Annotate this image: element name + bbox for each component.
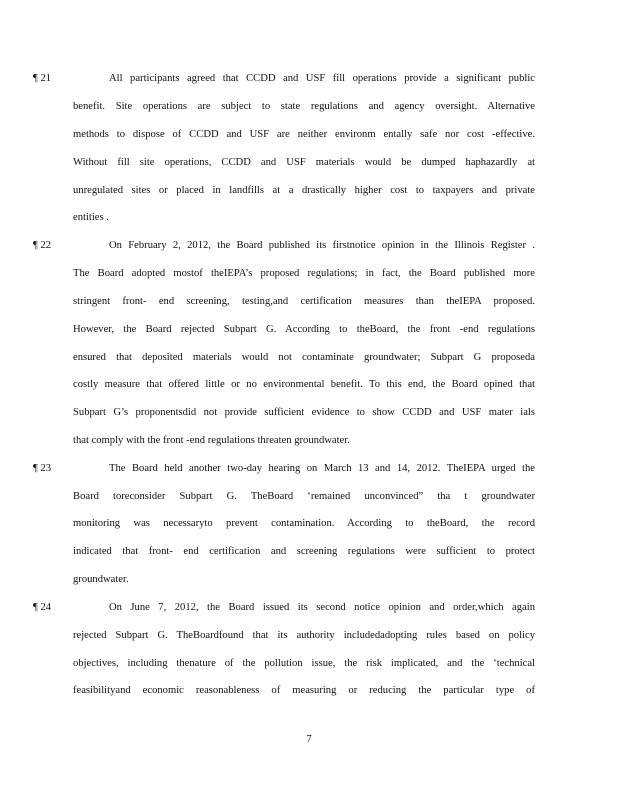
- page-number: 7: [306, 734, 312, 745]
- paragraph-number-21: ¶ 21: [33, 73, 52, 84]
- paragraph-23-line-4: indicated that front- end certification and screening regulations were sufficient to protect: [73, 546, 535, 557]
- paragraph-22-line-7: Subpart G’s proponentsdid not provide sufficient evidence to show CCDD and USF mater ials: [73, 407, 535, 418]
- paragraph-24-line-2: rejected Subpart G. TheBoardfound that its authority includedadopting rules based on policy: [73, 630, 535, 641]
- paragraph-24-line-4: feasibilityand economic reasonableness of measuring or reducing the particular type of: [73, 685, 535, 696]
- paragraph-22-line-4: However, the Board rejected Subpart G. According to theBoard, the front -end regulations: [73, 324, 535, 335]
- paragraph-number-24: ¶ 24: [33, 602, 52, 613]
- paragraph-22-line-5: ensured that deposited materials would not contaminate groundwater; Subpart G proposeda: [73, 352, 535, 363]
- paragraph-21-line-5: unregulated sites or placed in landfills at a drastically higher cost to taxpayers and private: [73, 185, 535, 196]
- paragraph-21-line-3: methods to dispose of CCDD and USF are neither environm entally safe nor cost -effective.: [73, 129, 535, 140]
- paragraph-24-line-1: On June 7, 2012, the Board issued its second notice opinion and order,which again: [109, 602, 535, 613]
- paragraph-23-line-3: monitoring was necessaryto prevent contamination. According to theBoard, the record: [73, 518, 535, 529]
- paragraph-21-line-4: Without fill site operations, CCDD and USF materials would be dumped haphazardly at: [73, 157, 535, 168]
- paragraph-21-line-2: benefit. Site operations are subject to state regulations and agency oversight. Alternative: [73, 101, 535, 112]
- paragraph-22-line-3: stringent front- end screening, testing,and certification measures than theIEPA proposed.: [73, 296, 535, 307]
- paragraph-22-line-6: costly measure that offered little or no environmental benefit. To this end, the Board opined that: [73, 379, 535, 390]
- paragraph-21-line-1: All participants agreed that CCDD and USF fill operations provide a significant public: [109, 73, 535, 84]
- paragraph-22-line-2: The Board adopted mostof theIEPA’s proposed regulations; in fact, the Board published more: [73, 268, 535, 279]
- paragraph-23-line-1: The Board held another two-day hearing on March 13 and 14, 2012. TheIEPA urged the: [109, 463, 535, 474]
- paragraph-number-22: ¶ 22: [33, 240, 52, 251]
- paragraph-22-line-1: On February 2, 2012, the Board published its firstnotice opinion in the Illinois Register .: [109, 240, 535, 251]
- paragraph-21-line-6: entities .: [73, 212, 109, 223]
- paragraph-24-line-3: objectives, including thenature of the pollution issue, the risk implicated, and the ‘technical: [73, 658, 535, 669]
- paragraph-23-line-5: groundwater.: [73, 574, 129, 585]
- paragraph-22-line-8: that comply with the front -end regulations threaten groundwater.: [73, 435, 350, 446]
- paragraph-23-line-2: Board toreconsider Subpart G. TheBoard ‘remained unconvinced” tha t groundwater: [73, 491, 535, 502]
- paragraph-number-23: ¶ 23: [33, 463, 52, 474]
